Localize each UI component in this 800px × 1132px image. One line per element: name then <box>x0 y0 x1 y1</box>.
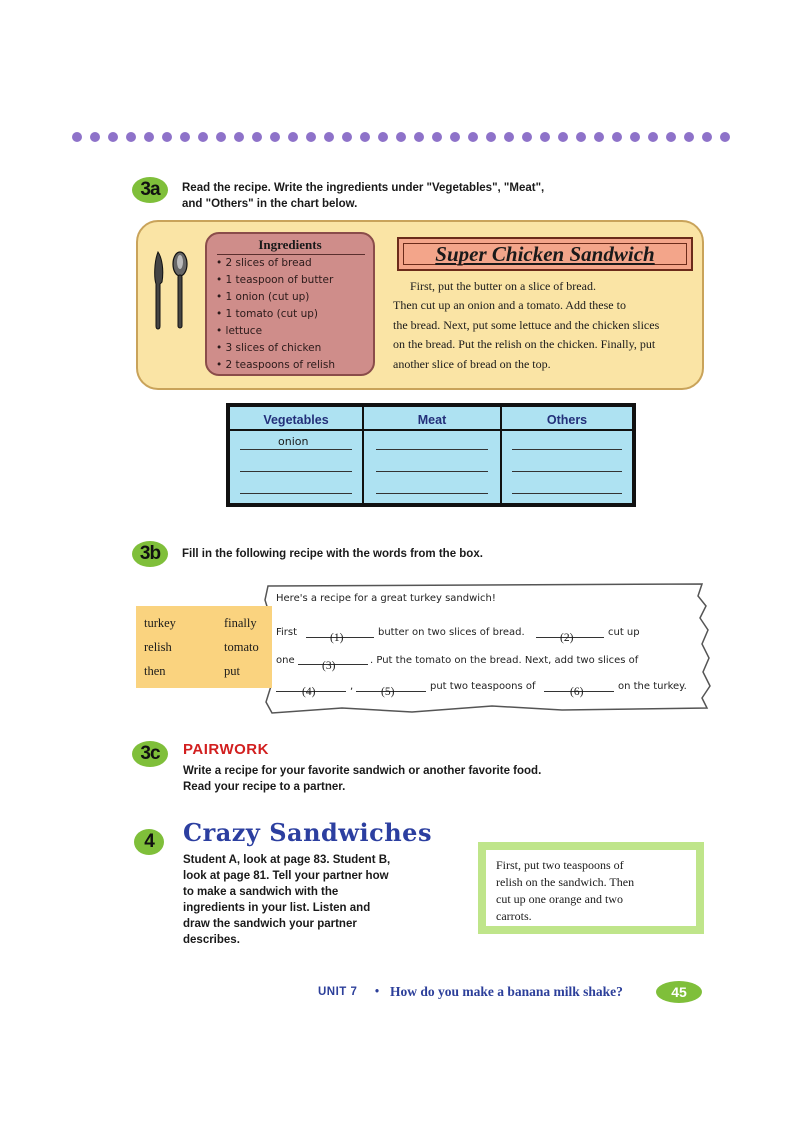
recipe-text-line: another slice of bread on the top. <box>393 357 551 371</box>
ingredients-title: Ingredients <box>258 237 322 252</box>
recipe-text-line: on the bread. Put the relish on the chicken. Finally, put <box>393 337 656 351</box>
blank-number: (4) <box>302 686 316 698</box>
divider-dot <box>342 132 352 142</box>
divider-dot <box>450 132 460 142</box>
sample-recipe-box <box>478 842 704 934</box>
instruction-line: Write a recipe for your favorite sandwich or another favorite food. <box>183 765 542 777</box>
divider-dot <box>396 132 406 142</box>
instruction-line: describes. <box>183 934 240 946</box>
pairwork-title: PAIRWORK <box>183 741 269 758</box>
divider-dot <box>630 132 640 142</box>
divider-dot <box>378 132 388 142</box>
divider-dot <box>324 132 334 142</box>
chart-example-answer: onion <box>278 435 309 448</box>
divider-dot <box>414 132 424 142</box>
footer-bullet: • <box>375 986 380 998</box>
divider-dot <box>90 132 100 142</box>
divider-dot <box>252 132 262 142</box>
ingredient-item: • 2 teaspoons of relish <box>216 359 335 371</box>
divider-dot <box>108 132 118 142</box>
divider-dot <box>522 132 532 142</box>
blank-number: (6) <box>570 686 584 698</box>
fill-text: butter on two slices of bread. <box>378 627 525 638</box>
section-3c-badge: 3c <box>132 741 168 767</box>
sample-recipe-line: carrots. <box>496 909 532 923</box>
divider-dot <box>144 132 154 142</box>
divider <box>217 254 365 255</box>
pairwork-instructions <box>183 763 541 795</box>
answer-line[interactable] <box>512 493 622 494</box>
instruction-line: and "Others" in the chart below. <box>182 198 358 210</box>
divider-dot <box>234 132 244 142</box>
ingredients-chart <box>226 403 636 507</box>
word-option: turkey <box>144 616 176 630</box>
sample-recipe-line: First, put two teaspoons of <box>496 858 624 872</box>
divider-dot <box>360 132 370 142</box>
recipe-title-box <box>397 237 693 271</box>
chart-column-others <box>502 407 632 503</box>
blank-number: (3) <box>322 660 336 672</box>
fill-in-intro: Here's a recipe for a great turkey sandwich! <box>276 593 496 604</box>
answer-line[interactable] <box>240 449 352 450</box>
divider-dot <box>72 132 82 142</box>
divider-dot <box>198 132 208 142</box>
divider-dot <box>270 132 280 142</box>
divider-dot <box>216 132 226 142</box>
recipe-title: Super Chicken Sandwich <box>435 242 655 266</box>
divider-dot <box>468 132 478 142</box>
ingredient-item: • 2 slices of bread <box>216 257 312 269</box>
ingredients-box <box>205 232 375 376</box>
divider-dot <box>684 132 694 142</box>
fill-text: put two teaspoons of <box>430 681 536 692</box>
answer-line[interactable] <box>376 449 488 450</box>
word-option: then <box>144 664 166 678</box>
divider-dot <box>504 132 514 142</box>
ingredient-item: • 1 teaspoon of butter <box>216 274 334 286</box>
divider-dot <box>180 132 190 142</box>
chart-column-vegetables <box>230 407 362 503</box>
word-option: tomato <box>224 640 259 654</box>
recipe-text-line: Then cut up an onion and a tomato. Add these to <box>393 298 626 312</box>
divider-dot <box>162 132 172 142</box>
instruction-line: Read the recipe. Write the ingredients under "Vegetables", "Meat", <box>182 182 545 194</box>
instruction-line: to make a sandwich with the <box>183 886 339 898</box>
divider-dot <box>666 132 676 142</box>
divider-dot <box>306 132 316 142</box>
section-4-badge: 4 <box>134 829 164 855</box>
fill-text: one <box>276 655 295 666</box>
footer-unit: UNIT 7 <box>318 986 358 998</box>
instruction-line: ingredients in your list. Listen and <box>183 902 371 914</box>
ingredient-item: • lettuce <box>216 325 263 337</box>
answer-line[interactable] <box>376 493 488 494</box>
divider-dot <box>558 132 568 142</box>
fill-text: . Put the tomato on the bread. Next, add two slices of <box>370 655 639 666</box>
sample-recipe-line: relish on the sandwich. Then <box>496 875 635 889</box>
chart-header-others: Others <box>546 413 588 427</box>
answer-line[interactable] <box>240 471 352 472</box>
crazy-sandwiches-title: Crazy Sandwiches <box>183 818 432 847</box>
sample-recipe-line: cut up one orange and two <box>496 892 623 906</box>
answer-line[interactable] <box>376 471 488 472</box>
blank-number: (1) <box>330 632 344 644</box>
divider-dot <box>540 132 550 142</box>
dotted-divider <box>72 130 732 144</box>
section-4-instructions <box>183 852 390 948</box>
chart-header-vegetables: Vegetables <box>263 413 329 427</box>
blank-number: (5) <box>381 686 395 698</box>
chart-column-meat <box>364 407 500 503</box>
recipe-text-line: First, put the butter on a slice of bread. <box>410 279 596 293</box>
ingredient-item: • 1 tomato (cut up) <box>216 308 319 320</box>
section-3b-instruction: Fill in the following recipe with the words from the box. <box>182 548 483 560</box>
chart-header-meat: Meat <box>417 413 447 427</box>
knife-and-spoon-icon <box>148 248 194 334</box>
divider-dot <box>126 132 136 142</box>
divider-dot <box>576 132 586 142</box>
word-option: relish <box>144 640 172 654</box>
fill-text: First <box>276 627 298 638</box>
divider-dot <box>648 132 658 142</box>
instruction-line: Read your recipe to a partner. <box>183 781 346 793</box>
page-number: 45 <box>656 981 702 1003</box>
divider-dot <box>720 132 730 142</box>
word-option: put <box>224 664 240 678</box>
answer-line[interactable] <box>512 471 622 472</box>
ingredient-item: • 3 slices of chicken <box>216 342 322 354</box>
blank-number: (2) <box>560 632 574 644</box>
divider-dot <box>486 132 496 142</box>
instruction-line: look at page 81. Tell your partner how <box>183 870 389 882</box>
footer-title: How do you make a banana milk shake? <box>390 984 623 999</box>
word-option: finally <box>224 616 257 630</box>
section-3a-badge: 3a <box>132 177 168 203</box>
section-3b-badge: 3b <box>132 541 168 567</box>
recipe-text-line: the bread. Next, put some lettuce and the chicken slices <box>393 318 660 332</box>
ingredient-item: • 1 onion (cut up) <box>216 291 310 303</box>
divider-dot <box>612 132 622 142</box>
answer-line[interactable] <box>240 493 352 494</box>
answer-line[interactable] <box>512 449 622 450</box>
instruction-line: Student A, look at page 83. Student B, <box>183 854 391 866</box>
fill-text: on the turkey. <box>618 681 687 692</box>
section-3a-instruction <box>182 180 544 212</box>
divider-dot <box>702 132 712 142</box>
fill-text: cut up <box>608 627 640 638</box>
divider-dot <box>594 132 604 142</box>
instruction-line: draw the sandwich your partner <box>183 918 357 930</box>
word-box <box>136 606 272 688</box>
divider-dot <box>288 132 298 142</box>
fill-text: , <box>350 681 354 692</box>
divider-dot <box>432 132 442 142</box>
